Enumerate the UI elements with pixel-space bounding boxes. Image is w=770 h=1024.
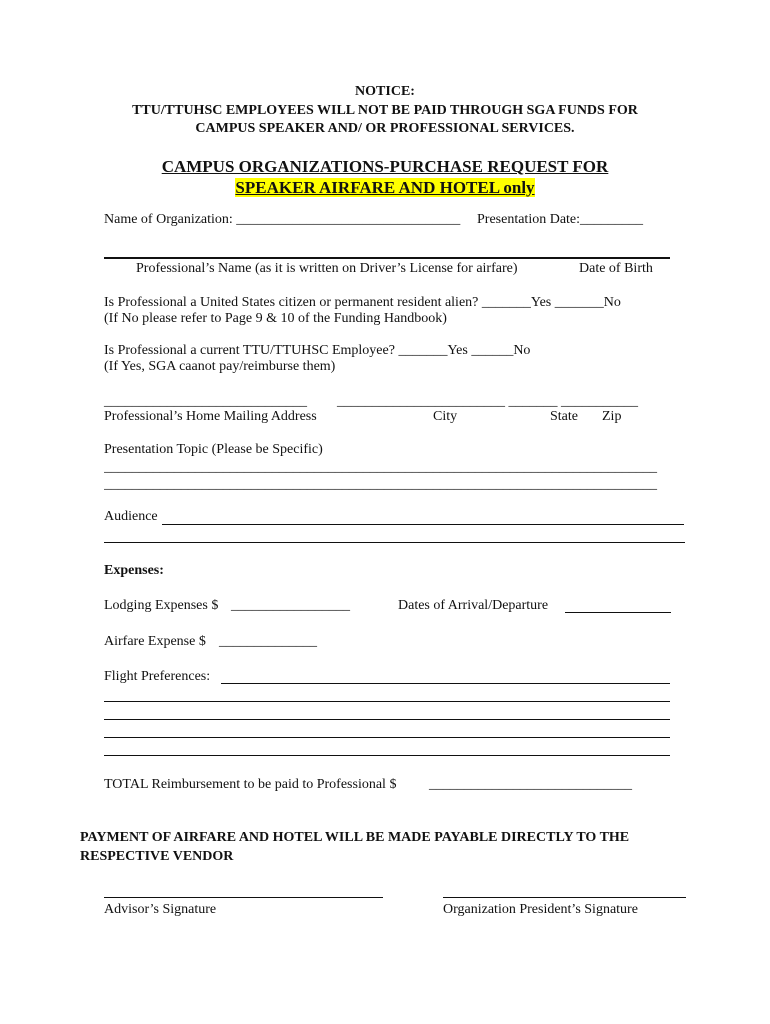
flight-line[interactable] [104,737,670,738]
citizen-question[interactable]: Is Professional a United States citizen or permanent resident alien? _______Yes _______No [104,295,621,310]
notice-heading: NOTICE: [355,84,415,99]
audience-line[interactable] [162,524,684,525]
dates-arrival-label: Dates of Arrival/Departure [398,598,549,613]
notice-line: CAMPUS SPEAKER AND/ OR PROFESSIONAL SERVICES. [195,121,575,136]
flight-line[interactable] [104,701,670,702]
flight-line[interactable] [221,683,670,684]
citizen-note: (If No please refer to Page 9 & 10 of the Funding Handbook) [104,311,447,326]
employee-note: (If Yes, SGA caanot pay/reimburse them) [104,359,336,374]
org-name-field[interactable]: Name of Organization: ________________________________ [104,212,461,227]
topic-line[interactable]: _______________________________________________________________________________ [104,477,657,492]
flight-line[interactable] [104,719,670,720]
form-title: CAMPUS ORGANIZATIONS-PURCHASE REQUEST FOR [161,157,609,176]
employee-question[interactable]: Is Professional a current TTU/TTUHSC Employee? _______Yes ______No [104,343,531,358]
total-field[interactable]: _____________________________ [429,777,632,792]
president-signature-line[interactable] [443,897,686,898]
address-blank[interactable]: _____________________________ [104,394,307,409]
president-signature-label: Organization President’s Signature [443,902,638,917]
advisor-signature-label: Advisor’s Signature [104,902,217,917]
flight-line[interactable] [104,755,670,756]
city-state-zip-blank[interactable]: ________________________ _______ ___________ [337,394,638,409]
audience-line[interactable] [104,542,685,543]
payment-notice: PAYMENT OF AIRFARE AND HOTEL WILL BE MADE PAYABLE DIRECTLY TO THE [80,830,630,845]
address-label: Professional’s Home Mailing Address [104,409,317,424]
flight-preferences-label: Flight Preferences: [104,669,211,684]
city-label: City [433,409,458,424]
form-subtitle-highlight: SPEAKER AIRFARE AND HOTEL only [235,178,535,197]
lodging-label: Lodging Expenses $ [104,598,219,613]
state-label: State [550,409,578,424]
notice-line: TTU/TTUHSC EMPLOYEES WILL NOT BE PAID THROUGH SGA FUNDS FOR [132,103,638,118]
payment-notice: RESPECTIVE VENDOR [80,849,234,864]
dates-arrival-line[interactable] [565,612,671,613]
airfare-label: Airfare Expense $ [104,634,206,649]
audience-label: Audience [104,509,158,524]
topic-label: Presentation Topic (Please be Specific) [104,442,323,457]
presentation-date-field[interactable]: Presentation Date:_________ [477,212,644,227]
professional-name-label: Professional’s Name (as it is written on Driver’s License for airfare) [136,261,518,276]
airfare-field[interactable]: ______________ [219,634,317,649]
expenses-label: Expenses: [104,563,164,578]
advisor-signature-line[interactable] [104,897,383,898]
form-subtitle [0,178,770,198]
lodging-field[interactable]: _________________ [231,598,350,613]
date-of-birth-label: Date of Birth [579,261,653,276]
topic-line[interactable]: _______________________________________________________________________________ [104,460,657,475]
total-label: TOTAL Reimbursement to be paid to Professional $ [104,777,397,792]
professional-name-line[interactable] [104,257,670,259]
zip-label: Zip [602,409,622,424]
